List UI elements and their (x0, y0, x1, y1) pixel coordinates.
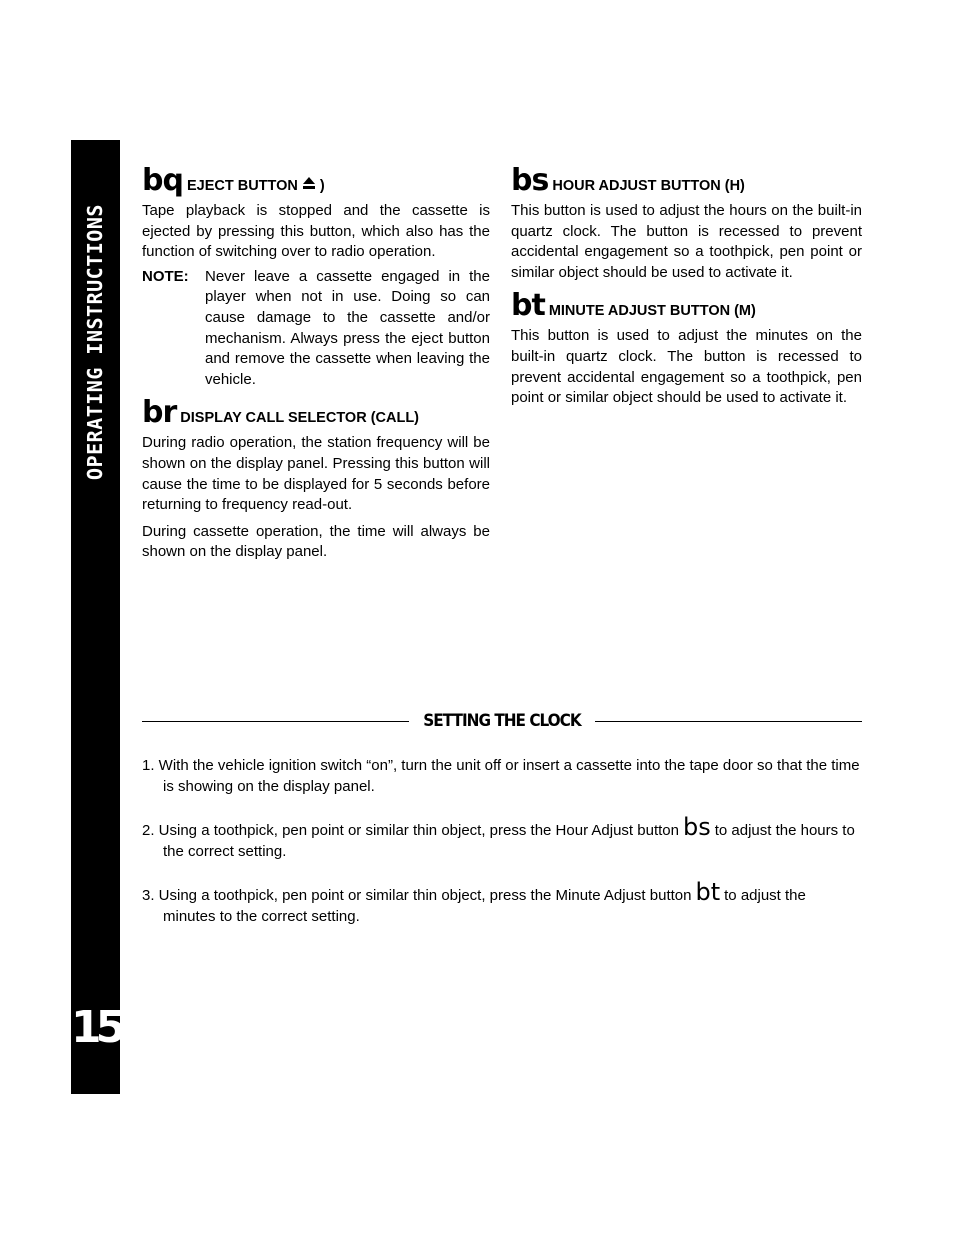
section-display-call (142, 395, 490, 563)
page-number: 15 (71, 1002, 121, 1053)
clock-steps (142, 756, 862, 928)
section-title: EJECT BUTTON (186, 178, 298, 194)
divider-line (595, 721, 862, 722)
step-2-text-before: 2. Using a toothpick, pen point or similar thin object, press the Hour Adjust button (142, 822, 679, 840)
section-eject-button (142, 163, 490, 390)
section-body: During cassette operation, the time will always be shown on the display panel. (142, 522, 490, 561)
section-body: This button is used to adjust the minutes on the built-in quartz clock. The button is recessed to prevent accidental engagement so a toothpick, pen point or similar object should be used to activate it. (511, 327, 862, 407)
section-heading (142, 395, 490, 433)
left-column (142, 163, 490, 571)
step-3-text-before: 3. Using a toothpick, pen point or similar thin object, press the Minute Adjust button (142, 887, 692, 905)
note-block (142, 267, 490, 391)
step-2-text-after: to adjust the hours to the correct setting. (163, 822, 855, 860)
clock-section-title: SETTING THE CLOCK (423, 711, 581, 731)
section-body: Tape playback is stopped and the cassette is ejected by pressing this button, which also has the function of switching over to radio operation. (142, 202, 490, 261)
note-text: Never leave a cassette engaged in the player when not in use. Doing so can cause damage to the cassette and/or mechanism. Always press the eject button and remove the cassette when leaving the vehicle. (205, 267, 490, 388)
divider-line (142, 721, 409, 722)
minute-button-key: bt (695, 878, 721, 907)
section-body: This button is used to adjust the hours on the built-in quartz clock. The button is recessed to prevent accidental engagement so a toothpick, pen point or similar object should be used to activate it. (511, 202, 862, 281)
section-heading (511, 163, 862, 201)
sidebar-title-text: OPERATING INSTRUCTIONS (83, 204, 107, 480)
button-key-label: bt (511, 288, 545, 324)
step-2 (142, 813, 862, 862)
section-hour-adjust (511, 163, 862, 283)
section-title: MINUTE ADJUST BUTTON (M) (548, 303, 756, 320)
step-1: 1. With the vehicle ignition switch “on”, turn the unit off or insert a cassette into the tape door so that the time is showing on the display panel. (142, 757, 860, 795)
step-3-text-after: to adjust the minutes to the correct setting. (163, 887, 806, 925)
section-heading (511, 288, 862, 326)
section-title-close: ) (319, 178, 325, 194)
hour-button-key: bs (682, 813, 711, 842)
button-key-label: bs (511, 163, 549, 198)
section-heading (142, 163, 490, 201)
sidebar-tab (71, 140, 120, 1094)
note-label: NOTE: (142, 267, 189, 285)
section-body: During radio operation, the station frequency will be shown on the display panel. Pressing this button will cause the time to be displayed for 5 seconds before returning to frequency read-out. (142, 434, 490, 514)
clock-section-header (142, 708, 862, 734)
section-title: DISPLAY CALL SELECTOR (CALL) (180, 410, 420, 427)
right-column (511, 163, 862, 417)
section-title: HOUR ADJUST BUTTON (H) (552, 178, 745, 194)
section-minute-adjust (511, 288, 862, 408)
eject-icon (302, 171, 316, 201)
button-key-label: br (142, 395, 177, 431)
step-3 (142, 878, 862, 927)
button-key-label: bq (142, 163, 183, 198)
